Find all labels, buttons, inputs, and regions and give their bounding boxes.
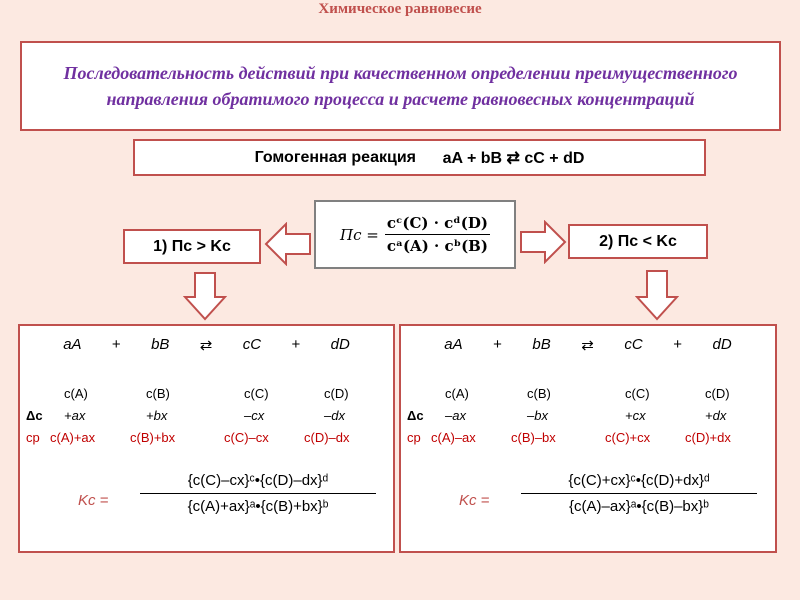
delta-label: Δc <box>26 408 43 423</box>
kc-fraction <box>521 472 757 515</box>
slide-title: Химическое равновесие <box>318 1 482 17</box>
header-cell: c(B) <box>527 386 551 401</box>
panel-case-1 <box>18 324 395 553</box>
header-row <box>20 386 393 404</box>
kc-numerator: {c(C)+cx}ᶜ•{c(D)+dx}ᵈ <box>521 472 757 494</box>
eq-arrow: ⇄ <box>581 337 594 354</box>
kc-fraction <box>140 472 376 515</box>
header-cell: c(D) <box>705 386 730 401</box>
kc-expression <box>401 472 775 536</box>
header-cell: c(B) <box>146 386 170 401</box>
subtitle-box <box>20 41 781 131</box>
eq-arrow: ⇄ <box>199 337 213 354</box>
kc-numerator: {c(C)–cx}ᶜ•{c(D)–dx}ᵈ <box>140 472 376 494</box>
formula-denominator: cᵃ(A) · cᵇ(B) <box>386 237 488 255</box>
delta-cell: +ax <box>64 408 86 423</box>
eq-term: aA <box>63 336 82 353</box>
reaction-equation: aA + bB ⇄ cC + dD <box>442 149 585 167</box>
equilibrium-cell: c(D)–dx <box>304 430 350 445</box>
eq-term: bB <box>532 336 551 353</box>
equilibrium-cell: c(A)–ax <box>431 430 476 445</box>
equilibrium-label: cp <box>26 430 40 445</box>
eq-plus: + <box>111 336 121 353</box>
header-row <box>401 386 775 404</box>
reaction-spacer <box>416 149 443 167</box>
equilibrium-cell: c(A)+ax <box>50 430 96 445</box>
down-arrow-right-icon <box>635 269 679 321</box>
eq-term: cC <box>242 336 262 353</box>
equilibrium-label: cp <box>407 430 421 445</box>
panel-case-2 <box>399 324 777 553</box>
formula-fraction <box>385 214 490 255</box>
formula-lhs: Πc = <box>340 225 379 244</box>
reaction-quotient-formula <box>314 200 516 269</box>
delta-cell: –bx <box>527 408 548 423</box>
reaction-box <box>133 139 706 176</box>
delta-cell: –dx <box>324 408 345 423</box>
header-cell: c(A) <box>64 386 88 401</box>
left-arrow-icon <box>264 222 312 266</box>
delta-row <box>20 408 393 426</box>
delta-cell: +dx <box>705 408 727 423</box>
eq-term: dD <box>712 336 732 353</box>
equilibrium-row <box>401 430 775 448</box>
eq-plus: + <box>291 336 301 353</box>
delta-cell: –ax <box>445 408 466 423</box>
eq-term: bB <box>151 336 170 353</box>
delta-cell: +bx <box>146 408 168 423</box>
eq-plus: + <box>673 336 682 353</box>
kc-expression <box>20 472 393 536</box>
kc-label: Kc = <box>459 492 490 509</box>
reaction-label: Гомогенная реакция <box>254 148 416 166</box>
right-arrow-icon <box>519 220 567 264</box>
equilibrium-cell: c(C)–cx <box>224 430 269 445</box>
kc-denominator: {c(A)–ax}ᵃ•{c(B)–bx}ᵇ <box>569 498 709 515</box>
delta-row <box>401 408 775 426</box>
equilibrium-row <box>20 430 393 448</box>
eq-term: aA <box>444 336 463 353</box>
eq-term: cC <box>624 336 643 353</box>
delta-label: Δc <box>407 408 424 423</box>
kc-denominator: {c(A)+ax}ᵃ•{c(B)+bx}ᵇ <box>187 498 329 515</box>
delta-cell: +cx <box>625 408 646 423</box>
panel-equation <box>401 336 775 354</box>
kc-label: Kc = <box>78 492 109 509</box>
delta-cell: –cx <box>244 408 265 423</box>
header-cell: c(C) <box>244 386 269 401</box>
equilibrium-cell: c(C)+cx <box>605 430 651 445</box>
equilibrium-cell: c(D)+dx <box>685 430 731 445</box>
condition-right: 2) Пc < Kc <box>568 224 708 259</box>
condition-left: 1) Пc > Kc <box>123 229 261 264</box>
header-cell: c(A) <box>445 386 469 401</box>
panel-equation <box>20 336 393 354</box>
equilibrium-cell: c(B)–bx <box>511 430 556 445</box>
subtitle-text: Последовательность действий при качественном определении преимущественного направления обратимого процесса и расчете равновесных концентраций <box>63 63 738 109</box>
eq-term: dD <box>330 336 350 353</box>
header-cell: c(D) <box>324 386 349 401</box>
header-cell: c(C) <box>625 386 650 401</box>
equilibrium-cell: c(B)+bx <box>130 430 176 445</box>
eq-plus: + <box>493 336 502 353</box>
down-arrow-left-icon <box>183 271 227 321</box>
formula-numerator: cᶜ(C) · cᵈ(D) <box>385 214 490 235</box>
